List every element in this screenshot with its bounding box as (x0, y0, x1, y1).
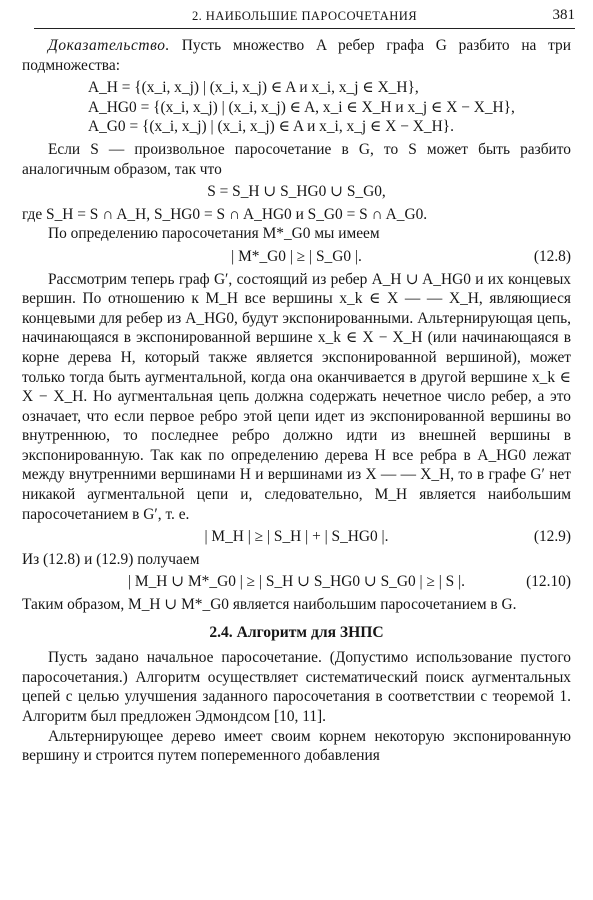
set-definition: A_H = {(x_i, x_j) | (x_i, x_j) ∈ A и x_i, x_j ∈ X_H}, (88, 79, 419, 97)
conclusion-paragraph: Таким образом, M_H ∪ M*_G0 является наибольшим паросочетанием в G. (22, 596, 517, 614)
equation-expression: | M*_G0 | ≥ | S_G0 |. (231, 247, 362, 265)
page-number: 381 (552, 7, 575, 23)
paragraph: Рассмотрим теперь граф G′, состоящий из ребер A_H ∪ A_HG0 и их концевых вершин. По отношению к M_H все вершины x_k ∈ X — — X_H, являющиеся концевыми для ребер из A_HG0, будут экспонированными. Альтернирующая цепь, начинающаяся в экспонированной вершине x_k ∈ X − X_H (или начинающаяся в корне дерева H, который также является экспонированной вершиной), может только тогда быть аугментальной, когда она оканчивается в другой вершине x_k ∈ X − X_H. Но аугментальная цепь должна содержать нечетное число ребер, а это означает, что если первое ребро этой цепи идет из экспонированной вершины во внутреннюю, то последнее ребро должно идти из внешней вершины в экспонированную. Так как по определению дерева H все ребра в A_HG0 лежат между внутренними вершинами H и вершинами из X — — X_H, то в графе G′ нет никакой аугментальной цепи и, следовательно, M_H является наибольшим паросочетанием в G′, т. е. (22, 270, 571, 523)
paragraph: Если S — произвольное паросочетание в G, то S может быть разбито аналогичным образом, так что (22, 140, 571, 178)
section-heading: 2.4. Алгоритм для ЗНПС (209, 623, 384, 641)
paragraph: Пусть задано начальное паросочетание. (Допустимо использование пустого паросочетания.) Алгоритм осуществляет систематический поиск аугментальных цепей с целью улучшения заданного паросочетания в соответствии с теоремой 1. Алгоритм был предложен Эдмондсом [10, 11]. (22, 649, 571, 725)
equation-12-10 (22, 572, 571, 592)
equation-expression: | M_H ∪ M*_G0 | ≥ | S_H ∪ S_HG0 ∪ S_G0 | ≥ | S |. (127, 573, 466, 591)
equation-12-9 (22, 527, 571, 547)
proof-label: Доказательство. (48, 37, 170, 54)
set-definition: A_HG0 = {(x_i, x_j) | (x_i, x_j) ∈ A, x_i ∈ X_H и x_j ∈ X − X_H}, (88, 98, 515, 116)
chapter-title: 2. НАИБОЛЬШИЕ ПАРОСОЧЕТАНИЯ (191, 9, 418, 23)
paragraph: Альтернирующее дерево имеет своим корнем некоторую экспонированную вершину и строится путем попеременного добавления (22, 727, 571, 765)
edge-subsets (88, 78, 571, 137)
equation-number: (12.8) (533, 247, 571, 265)
equation-number: (12.9) (533, 528, 571, 546)
where-line: где S_H = S ∩ A_H, S_HG0 = S ∩ A_HG0 и S_G0 = S ∩ A_G0. (22, 205, 428, 223)
equation-number: (12.10) (526, 573, 571, 591)
paragraph: По определению паросочетания M*_G0 мы имеем (48, 225, 380, 243)
equation-12-8 (22, 247, 571, 267)
proof-intro-text: Пусть множество A ребер графа G разбито на три подмножества: (22, 37, 571, 74)
page-body (22, 36, 571, 766)
equation-expression: | M_H | ≥ | S_H | + | S_HG0 |. (204, 528, 389, 546)
running-header (34, 6, 575, 29)
proof-paragraph (22, 36, 571, 75)
matching-split-formula: S = S_H ∪ S_HG0 ∪ S_G0, (207, 183, 386, 201)
set-definition: A_G0 = {(x_i, x_j) | (x_i, x_j) ∈ A и x_i, x_j ∈ X − X_H}. (88, 118, 454, 136)
paragraph: Из (12.8) и (12.9) получаем (22, 550, 200, 568)
